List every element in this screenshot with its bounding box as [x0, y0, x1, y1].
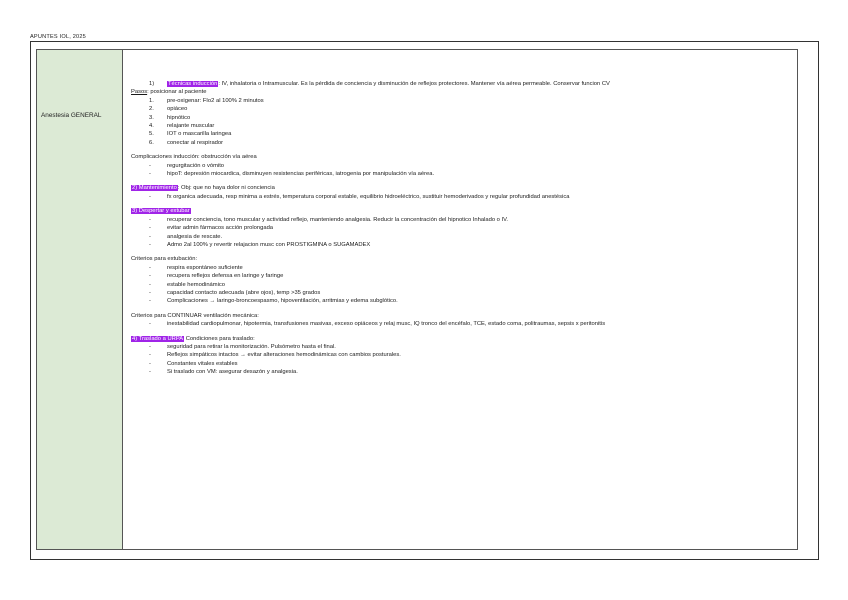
complicaciones-heading: Complicaciones inducción: obstrucción vía aérea: [131, 154, 257, 161]
section-4-title: 4) Traslado a URPA: [132, 335, 184, 342]
criterios-continuar-heading: Criterios para CONTINUAR ventilación mecánica:: [131, 312, 259, 319]
step-item: 2. opiáceo: [149, 106, 188, 113]
section-1-text: : IV, inhalatoria o Intramuscular. Es la pérdida de conciencia y disminución de reflejos protectores. Mantener vía aérea permeable. Conservar funcion CV: [218, 81, 610, 87]
bullet-item: - hipoT: depresión miocardica, disminuyen resistencias periféricas, iatrogenia por manipulación vía aérea.: [149, 171, 435, 178]
bullet-item: - Admo 2al 100% y revertir relajacion musc con PROSTIGMINA o SUGAMADEX: [149, 241, 371, 248]
section-4-heading: 4) Traslado a URPA Condiciones para traslado:: [132, 335, 255, 342]
bullet-item: - capacidad contacto adecuada (abre ojos), temp >35 grados: [149, 289, 321, 296]
bullet-item: - inestabilidad cardiopulmonar, hipotermia, transfusiones masivas, exceso opiáceos y relaj musc, IQ tronco del encéfalo, TCE, estado coma, politraumas, sepsis x peritonitis: [149, 321, 606, 328]
bullet-item: - Reflejos simpáticos intactos → evitar alteraciones hemodinámicas con cambios posturales.: [149, 352, 401, 359]
step-item: 4. relajante muscular: [149, 123, 215, 130]
bullet-item: - evitar admin fármacos acción prolongada: [149, 225, 274, 232]
section-3-heading: [131, 207, 795, 215]
step-item: 1. pre-oxigenar: FIo2 al 100% 2 minutos: [149, 97, 264, 104]
section-2-heading: 2) Mantenimiento: Obj: que no haya dolor ni conciencia: [132, 185, 275, 192]
notes-content: [131, 80, 795, 377]
document-header: APUNTES IOL, 2025: [30, 34, 86, 40]
bullet-item: - analgesia de rescate.: [149, 233, 223, 240]
section-1-title: Técnicas inducción: [168, 81, 218, 87]
section-2-title: 2) Mantenimiento: [132, 185, 177, 192]
bullet-item: - estable hemodinámico: [149, 281, 226, 288]
topic-label: Anestesia GENERAL: [41, 112, 102, 119]
bullet-item: - seguridad para retirar la monitorización. Pulsómetro hasta el final.: [149, 343, 336, 350]
pasos-label: Pasos: [131, 89, 148, 96]
bullet-item: - respira espontáneo suficiente: [149, 264, 243, 271]
bullet-item: - fx organica adecuada, resp minima a estrés, temperatura corporal estable, equilibrio hidroeléctrico, sustituir hemoderivados y regular profundidad anestésica: [149, 193, 570, 200]
criterios-extubacion-heading: Criterios para extubación:: [131, 256, 198, 263]
section-3-title: 3) Despertar y extubar: [132, 208, 190, 215]
bullet-item: - Si traslado con VM: asegurar desazón y analgesia.: [149, 369, 298, 376]
bullet-item: - regurgitación o vómito: [149, 162, 225, 169]
bullet-item: - recupera reflejos defensa en laringe y faringe: [149, 273, 284, 280]
bullet-item: - Constantes vitales estables: [149, 360, 238, 367]
section-1-heading: 1) Técnicas inducción: IV, inhalatoria o Intramuscular. Es la pérdida de conciencia y disminución de reflejos protectores. Mantener vía aérea permeable. Conservar funcion CV: [149, 81, 610, 87]
bullet-item: - recuperar conciencia, tono muscular y actividad reflejo, manteniendo analgesia. Reducir la concentración del hipnotico Inhalado o IV.: [149, 216, 509, 223]
bullet-item: - Complicaciones → laringo-broncoespasmo, hipoventilación, arritmias y edema subglótico.: [149, 298, 398, 305]
topic-column: [37, 50, 123, 549]
step-item: 3. hipnótico: [149, 114, 191, 121]
step-item: 6. conectar al respirador: [149, 139, 224, 146]
pasos-line: Pasos: posicionar al paciente: [131, 89, 207, 96]
step-item: 5. IOT o mascarilla laringea: [149, 131, 232, 138]
